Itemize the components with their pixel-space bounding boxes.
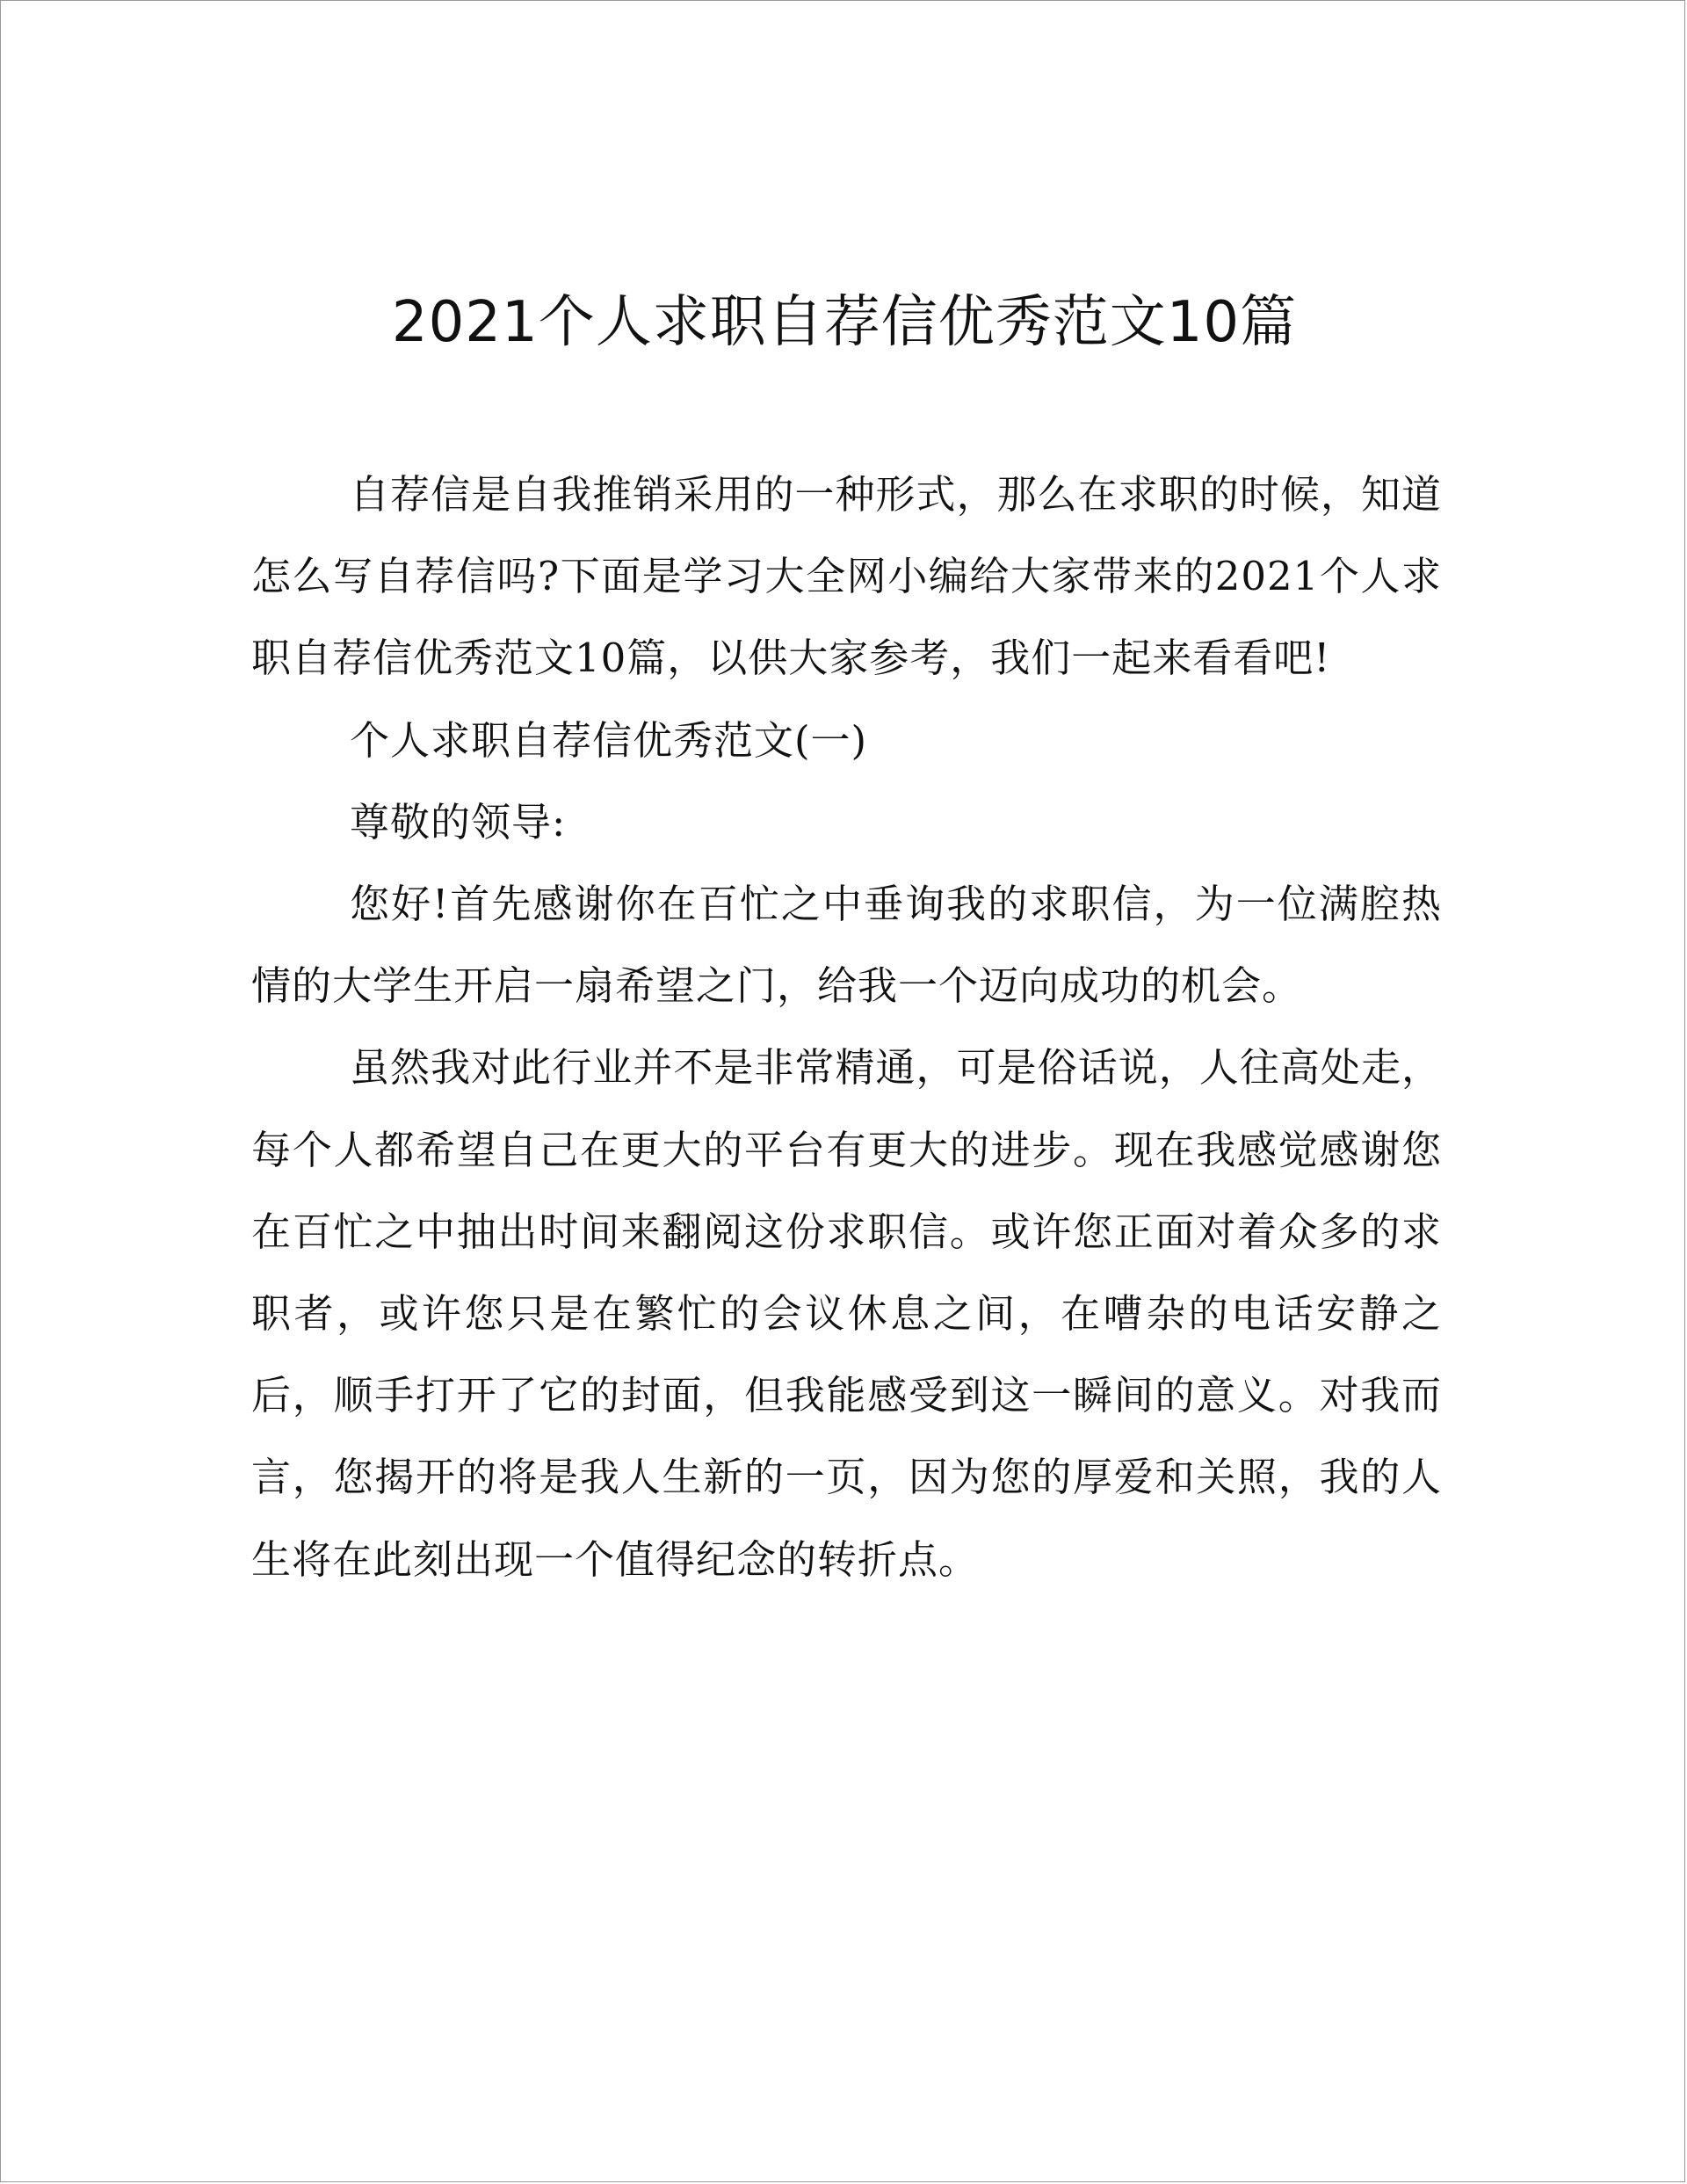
section-heading: 个人求职自荐信优秀范文(一) [350, 716, 868, 764]
body-paragraph: 虽然我对此行业并不是非常精通，可是俗话说，人往高处走，每个人都希望自己在更大的平台有更大的进步。现在我感觉感谢您在百忙之中抽出时间来翻阅这份求职信。或许您正面对着众多的求职者，或许您只是在繁忙的会议休息之间，在嘈杂的电话安静之后，顺手打开了它的封面，但我能感受到这一瞬间的意义。对我而言，您揭开的将是我人生新的一页，因为您的厚爱和关照，我的人生将在此刻出现一个值得纪念的转折点。 [251, 1044, 1442, 1583]
document-body [251, 453, 1442, 1600]
greeting-paragraph: 您好!首先感谢你在百忙之中垂询我的求职信，为一位满腔热情的大学生开启一扇希望之门，给我一个迈向成功的机会。 [251, 881, 1442, 1010]
salutation: 尊敬的领导: [350, 798, 567, 845]
intro-paragraph: 自荐信是自我推销采用的一种形式，那么在求职的时候，知道怎么写自荐信吗?下面是学习大全网小编给大家带来的2021个人求职自荐信优秀范文10篇，以供大家参考，我们一起来看看吧! [251, 471, 1442, 682]
document-title: 2021个人求职自荐信优秀范文10篇 [391, 290, 1298, 355]
